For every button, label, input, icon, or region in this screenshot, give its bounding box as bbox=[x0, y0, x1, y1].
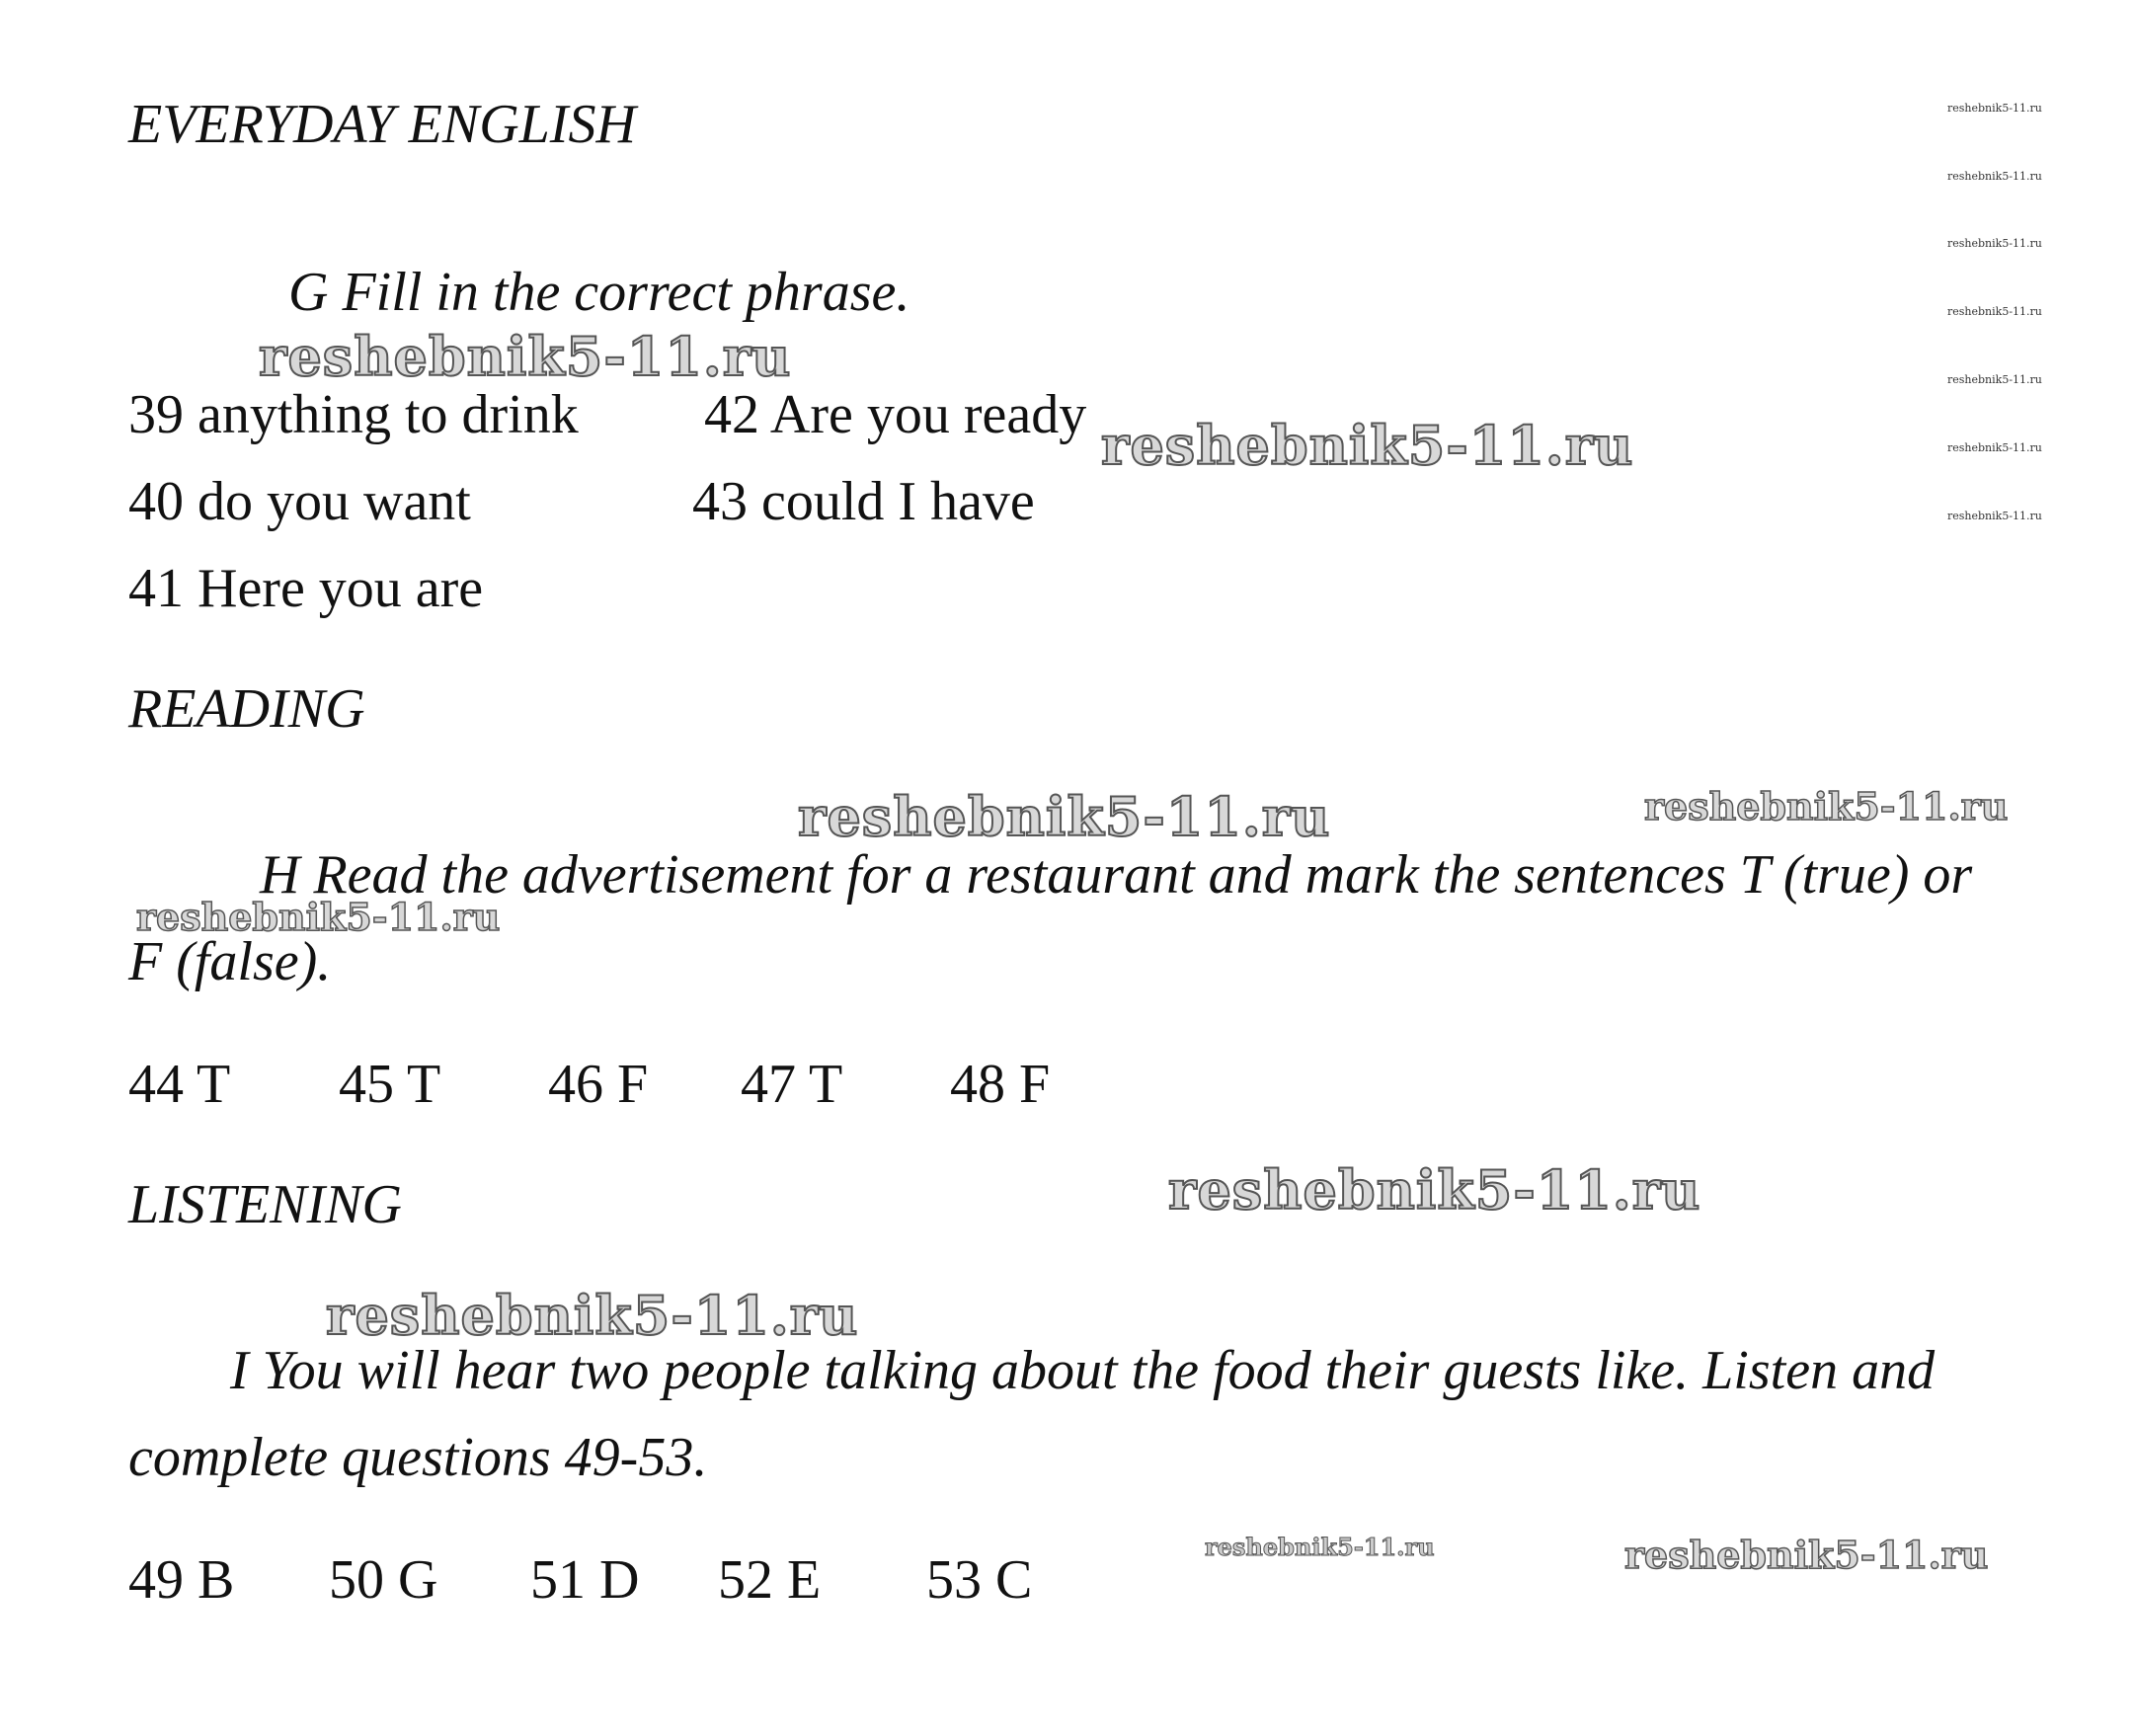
task-i-instruction-line1: I You will hear two people talking about the food their guests like. Listen and bbox=[230, 1340, 1936, 1401]
watermark: reshebnik5-11.ru bbox=[1947, 102, 2042, 115]
answer-48: 48 F bbox=[950, 1054, 1051, 1115]
answer-41: 41 Here you are bbox=[128, 558, 484, 619]
watermark: reshebnik5-11.ru bbox=[326, 1284, 859, 1347]
answer-42: 42 Are you ready bbox=[704, 384, 1087, 445]
task-g-instruction: G Fill in the correct phrase. bbox=[288, 262, 910, 323]
answer-45: 45 T bbox=[339, 1054, 441, 1115]
answer-50: 50 G bbox=[329, 1549, 438, 1611]
task-i-instruction-line2: complete questions 49-53. bbox=[128, 1427, 708, 1488]
watermark: reshebnik5-11.ru bbox=[1947, 373, 2042, 386]
heading-listening: LISTENING bbox=[128, 1174, 402, 1235]
answer-39: 39 anything to drink bbox=[128, 384, 579, 445]
watermark: reshebnik5-11.ru bbox=[1947, 510, 2042, 522]
watermark: reshebnik5-11.ru bbox=[1644, 784, 2009, 829]
watermark: reshebnik5-11.ru bbox=[1947, 441, 2042, 454]
heading-reading: READING bbox=[128, 678, 365, 740]
answer-52: 52 E bbox=[718, 1549, 822, 1611]
answer-43: 43 could I have bbox=[692, 471, 1035, 532]
watermark: reshebnik5-11.ru bbox=[1168, 1158, 1701, 1222]
watermark: reshebnik5-11.ru bbox=[798, 785, 1331, 848]
watermark: reshebnik5-11.ru bbox=[136, 895, 501, 939]
answer-47: 47 T bbox=[741, 1054, 843, 1115]
watermark: reshebnik5-11.ru bbox=[1205, 1533, 1435, 1561]
task-h-instruction-line1: H Read the advertisement for a restaurant and mark the sentences T (true) or bbox=[260, 844, 1973, 906]
watermark: reshebnik5-11.ru bbox=[1947, 170, 2042, 183]
watermark: reshebnik5-11.ru bbox=[1624, 1533, 1989, 1577]
answer-51: 51 D bbox=[530, 1549, 640, 1611]
heading-everyday-english: EVERYDAY ENGLISH bbox=[128, 94, 636, 155]
task-h-instruction-line2: F (false). bbox=[128, 931, 332, 992]
watermark: reshebnik5-11.ru bbox=[1947, 305, 2042, 318]
answer-49: 49 B bbox=[128, 1549, 235, 1611]
answer-40: 40 do you want bbox=[128, 471, 471, 532]
watermark: reshebnik5-11.ru bbox=[1947, 237, 2042, 250]
answer-44: 44 T bbox=[128, 1054, 231, 1115]
watermark: reshebnik5-11.ru bbox=[259, 325, 792, 388]
watermark: reshebnik5-11.ru bbox=[1101, 414, 1634, 477]
answer-53: 53 C bbox=[926, 1549, 1033, 1611]
answer-46: 46 F bbox=[548, 1054, 649, 1115]
